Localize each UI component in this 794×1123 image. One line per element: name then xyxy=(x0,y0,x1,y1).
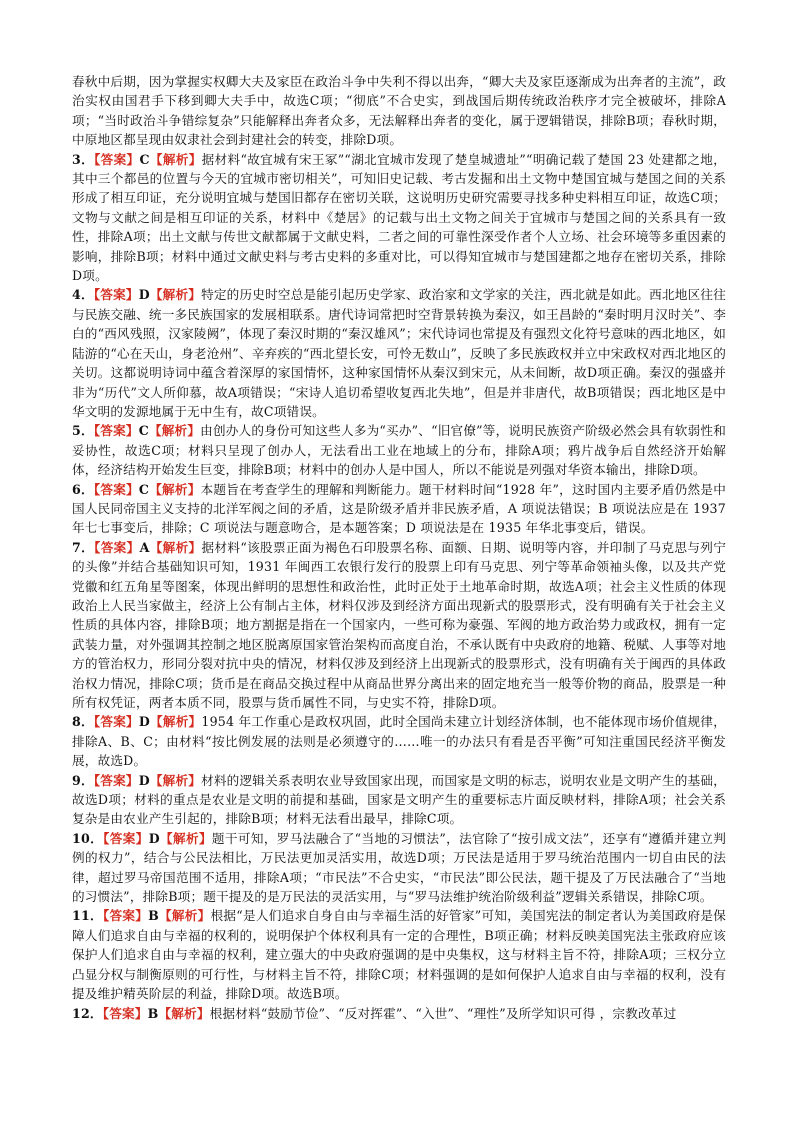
question-number: 7． xyxy=(72,539,95,555)
answer-item xyxy=(72,771,726,829)
analysis-text: 根据“是人们追求自身自由与幸福生活的好管家”可知，美国宪法的制定者认为美国政府是保障人们追求自由与幸福的权利的，说明保护个体权利具有一定的合理性，B项正确；材料反映美国宪法主张政府应该保护人们追求自由与幸福的权利，建立强大的中央政府强调的是中央集权，这与材料主旨不符，排除A项；三权分立凸显分权与制衡原则的可行性，与材料主旨不符，排除C项；材料强调的是如何保护人追求自由与幸福的权利，没有提及维护精英阶层的利益，排除D项。故选B项。 xyxy=(72,908,726,1002)
question-number: 8． xyxy=(72,714,94,730)
answer-letter: B xyxy=(147,1005,159,1021)
answer-letter: B xyxy=(148,908,159,924)
analysis-text: 由创办人的身份可知这些人多为“买办”、“旧官僚”等，说明民族资产阶级必然会具有软弱性和妥协性，故选C项；材料只呈现了创办人，无法看出工业在地域上的分布，排除A项；鸦片战争后自然经济开始解体，经济结构开始发生巨变，排除B项；材料中的创办人是中国人，所以不能说是列强对华资本输出，排除D项。 xyxy=(72,423,727,478)
answer-item xyxy=(72,480,726,538)
answer-letter: C xyxy=(138,481,150,497)
analysis-tag: 【解析】 xyxy=(149,539,202,555)
answer-list xyxy=(72,150,726,1023)
answer-item xyxy=(72,421,726,479)
question-number: 3． xyxy=(72,151,95,167)
question-number: 5． xyxy=(72,423,94,439)
analysis-text: 1954 年工作重心是政权巩固，此时全国尚未建立计划经济体制，也不能体现市场价值规律，排除A、B、C；由材料“按比例发展的法则是必须遵守的……唯一的办法只有看是否平衡”可知注重国民经济平衡发展，故选D。 xyxy=(72,714,727,769)
analysis-tag: 【解析】 xyxy=(148,423,201,439)
answer-tag: 【答案】 xyxy=(103,830,149,846)
analysis-tag: 【解析】 xyxy=(150,714,202,730)
answer-letter: D xyxy=(138,714,150,730)
answer-tag: 【答案】 xyxy=(93,287,139,303)
analysis-tag: 【解析】 xyxy=(149,481,201,497)
answer-letter: C xyxy=(138,423,149,439)
question-number: 4． xyxy=(72,287,94,303)
answer-tag: 【答案】 xyxy=(93,423,139,439)
answer-item xyxy=(72,538,726,713)
analysis-text: 题干可知，罗马法融合了“当地的习惯法”，法官除了“按引成文法”，还享有“遵循并建立判例的权力”，结合与公民法相比，万民法更加灵活实用，故选D项；万民法是适用于罗马统治范围内一切自由民的法律，超过罗马帝国范围不适用，排除A项；“市民法”不合史实，“市民法”即公民法，题干提及了万民法融合了“当地的习惯法”，排除B项；题干提及的是万民法的灵活实用，与“罗马法维护统治阶级利益”逻辑关系错误，排除C项。 xyxy=(72,830,726,905)
answer-tag: 【答案】 xyxy=(93,772,139,788)
answer-tag: 【答案】 xyxy=(93,714,139,730)
lead-paragraph: 春秋中后期，因为掌握实权卿大夫及家臣在政治斗争中失利不得以出奔，“卿大夫及家臣逐渐成为出奔者的主流”，政治实权由国君手下移到卿大夫手中，故选C项；“彻底”不合史实，到战国后期传统政治秩序才完全被破坏，排除A项；“当时政治斗争错综复杂”只能解释出奔者众多，无法解释出奔者的变化，属于逻辑错误，排除B项；春秋时期，中原地区都呈现由奴隶社会到封建社会的转变，排除D项。 xyxy=(72,74,726,148)
analysis-text: 据材料“故宜城有宋王冢”“湖北宜城市发现了楚皇城遗址”“明确记载了楚国 23 处建都之地，其中三个都邑的位置与今天的宜城市密切相关”，可知旧史记载、考古发掘和出土文物中楚国宜城与楚国之间的关系形成了相互印证，充分说明宜城与楚国旧都存在密切关联，这说明历史研究需要寻找多种史料相互印证，故选C项；文物与文献之间是相互印证的关系，材料中《楚居》的记载与出土文物之间关于宜城市与楚国之间的关系具有一致性，排除A项；出土文献与传世文献都属于文献史料，二者之间的可靠性深受作者个人立场、社会环境等多重因素的影响，排除B项；材料中通过文献史料与考古史料的多重对比，可以得知宜城市与楚国建都之地存在密切关系，排除D项。 xyxy=(72,151,726,284)
question-number: 11． xyxy=(72,908,103,924)
analysis-text: 根据材料“鼓励节俭”、“反对挥霍”、“入世”、“理性”及所学知识可得 ，宗教改革过 xyxy=(209,1005,677,1021)
question-number: 10． xyxy=(72,830,104,846)
analysis-text: 材料的逻辑关系表明农业导致国家出现，而国家是文明的标志，说明农业是文明产生的基础，故选D项；材料的重点是农业是文明的前提和基础，国家是文明产生的重要标志片面反映材料，排除A项；社会关系复杂是由农业产生引起的，排除B项；材料无法看出最早，排除C项。 xyxy=(72,772,726,827)
analysis-tag: 【解析】 xyxy=(159,830,212,846)
answer-tag: 【答案】 xyxy=(94,151,140,167)
answer-letter: D xyxy=(138,772,150,788)
answer-tag: 【答案】 xyxy=(93,481,139,497)
question-number: 9． xyxy=(72,772,94,788)
answer-letter: D xyxy=(138,287,150,303)
answer-tag: 【答案】 xyxy=(102,1005,148,1021)
answer-tag: 【答案】 xyxy=(94,539,140,555)
analysis-tag: 【解析】 xyxy=(158,1005,210,1021)
question-number: 6． xyxy=(72,481,94,497)
answer-item xyxy=(72,906,726,1003)
analysis-text: 据材料“该股票正面为褐色石印股票名称、面额、日期、说明等内容，并印制了马克思与列宁的头像”并结合基础知识可知，1931 年闽西工农银行发行的股票上印有马克思、列宁等革命领袖头像，以及共产党党徽和红五角星等图案，体现出鲜明的思想性和政治性，此时正处于土地革命时期，故选A项；社会主义性质的体现政治上人民当家做主，经济上公有制占主体，材料仅涉及到经济方面出现新式的股票形式，没有明确有关于社会主义性质的具体内容，排除B项；地方割据是指在一个国家内，一些可称为豪强、军阀的地方政治势力或政权，拥有一定武装力量，对外强调其控制之地区脱离原国家管治架构而高度自治，不承认既有中央政府的地籍、税赋、人事等对地方的管治权力，形同分裂对抗中央的情况，材料仅涉及到经济上出现新式的股票形式，没有明确有关于闽西的具体政治权力情况，排除C项；货币是在商品交换过程中从商品世界分离出来的固定地充当一般等价物的商品，股票是一种所有权凭证，两者本质不同，股票与货币属性不同，与史实不符，排除D项。 xyxy=(72,539,727,710)
answer-item xyxy=(72,150,726,286)
analysis-tag: 【解析】 xyxy=(149,772,202,788)
answer-tag: 【答案】 xyxy=(102,908,149,924)
question-number: 12． xyxy=(72,1005,103,1021)
answer-item xyxy=(72,1004,726,1023)
analysis-tag: 【解析】 xyxy=(149,287,202,303)
answer-item xyxy=(72,829,726,907)
answer-item xyxy=(72,712,726,770)
answer-item xyxy=(72,285,726,421)
answer-letter: D xyxy=(148,830,160,846)
analysis-text: 特定的历史时空总是能引起历史学家、政治家和文学家的关注，西北就是如此。西北地区往往与民族交融、统一多民族国家的发展相联系。唐代诗词常把时空背景转换为秦汉，如王昌龄的“秦时明月汉时关”、李白的“西风残照，汉家陵阙”，体现了秦汉时期的“秦汉雄风”；宋代诗词也常提及有强烈文化符号意味的西北地区，如陆游的“心在天山，身老沧州”、辛弃疾的“西北望长安，可怜无数山”，反映了多民族政权并立中宋政权对西北地区的关切。这都说明诗词中蕴含着深厚的家国情怀，这种家国情怀从秦汉到宋元，从未间断，故D项正确。秦汉的强盛并非为“历代”文人所仰慕，故A项错误；“宋诗人追切希望收复西北失地”，但是并非唐代，故B项错误；西北地区是中华文明的发源地属于无中生有，故C项错误。 xyxy=(72,287,726,419)
analysis-text: 本题旨在考查学生的理解和判断能力。题干材料时间“1928 年”，这时国内主要矛盾仍然是中国人民同帝国主义支持的北洋军阀之间的矛盾，这是阶级矛盾并非民族矛盾，A 项说法错误；B 项说法应是在 1937 年七七事变后，排除；C 项说法与题意吻合，是本题答案；D 项说法是在 1935 年华北事变后，错误。 xyxy=(72,481,726,536)
analysis-tag: 【解析】 xyxy=(158,908,211,924)
answer-letter: C xyxy=(139,151,150,167)
analysis-tag: 【解析】 xyxy=(149,151,202,167)
answer-letter: A xyxy=(139,539,150,555)
